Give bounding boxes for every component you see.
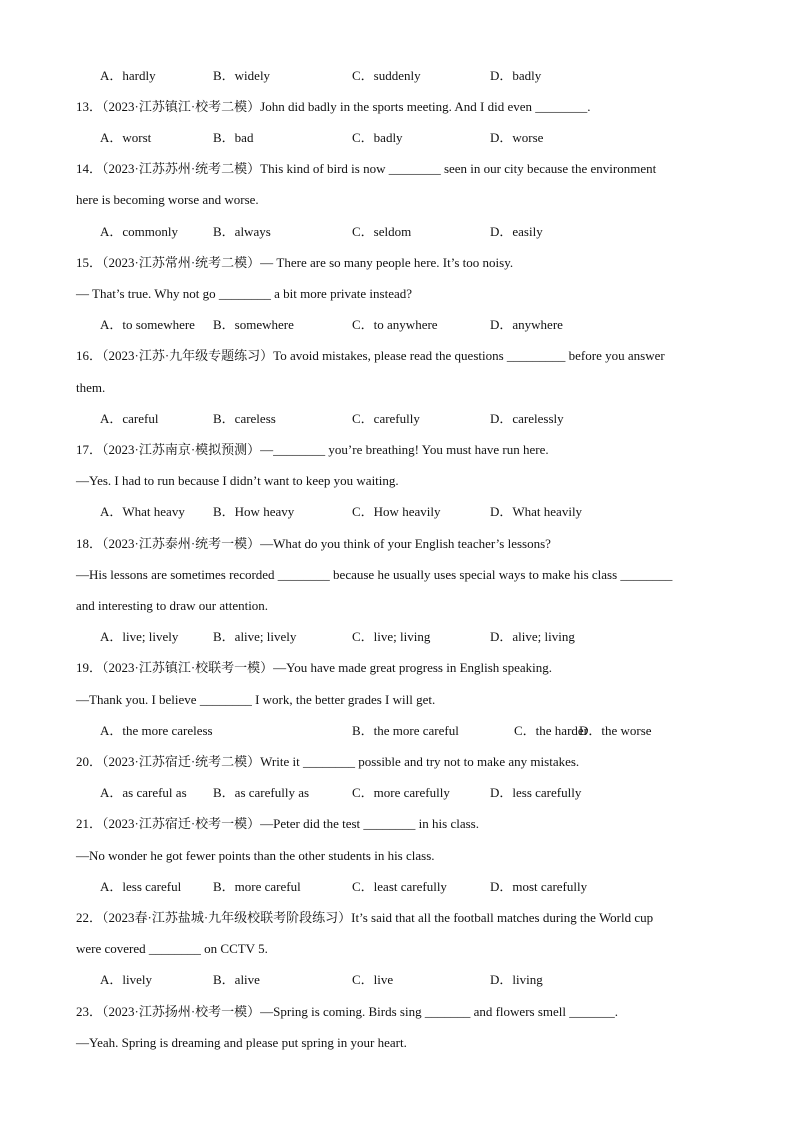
answer-option[interactable]: C．How heavily — [352, 504, 441, 519]
answer-option[interactable]: B．the more careful — [352, 723, 459, 738]
answer-option[interactable]: C．more carefully — [352, 785, 450, 800]
question-stem: 17．（2023·江苏南京·模拟预测）—________ you’re breathing! You must have run here. — [76, 442, 549, 457]
answer-option[interactable]: D．living — [490, 972, 543, 987]
answer-option[interactable]: B．careless — [213, 411, 276, 426]
question-stem: 13．（2023·江苏镇江·校考二模）John did badly in the sports meeting. And I did even ________. — [76, 99, 591, 114]
answer-option[interactable]: A．What heavy — [100, 504, 185, 519]
question-text: —Thank you. I believe ________ I work, the better grades I will get. — [76, 692, 436, 707]
answer-option[interactable]: D．alive; living — [490, 629, 575, 644]
question-text: and interesting to draw our attention. — [76, 598, 269, 613]
answer-option[interactable]: D．easily — [490, 224, 543, 239]
answer-option[interactable]: D．most carefully — [490, 879, 588, 894]
question-stem: 22．（2023春·江苏盐城·九年级校联考阶段练习）It’s said that all the football matches during the World cup — [76, 910, 654, 925]
question-stem: 15．（2023·江苏常州·统考二模）— There are so many people here. It’s too noisy. — [76, 255, 514, 270]
answer-option[interactable]: A．live; lively — [100, 629, 179, 644]
question-stem: 16．（2023·江苏·九年级专题练习）To avoid mistakes, please read the questions _________ before you answer — [76, 348, 665, 363]
question-text: —Yes. I had to run because I didn’t want to keep you waiting. — [76, 473, 399, 488]
question-text: —Yeah. Spring is dreaming and please put spring in your heart. — [76, 1035, 407, 1050]
answer-option[interactable]: A．to somewhere — [100, 317, 195, 332]
answer-option[interactable]: D．badly — [490, 68, 542, 83]
answer-option[interactable]: C．least carefully — [352, 879, 447, 894]
answer-option[interactable]: A．the more careless — [100, 723, 213, 738]
answer-option[interactable]: D．anywhere — [490, 317, 563, 332]
question-stem: 23．（2023·江苏扬州·校考一模）—Spring is coming. Birds sing _______ and flowers smell _______. — [76, 1004, 619, 1019]
answer-option[interactable]: C．the harder — [514, 723, 589, 738]
answer-option[interactable]: B．somewhere — [213, 317, 294, 332]
question-text: — That’s true. Why not go ________ a bit more private instead? — [76, 286, 413, 301]
answer-option[interactable]: D．the worse — [579, 723, 652, 738]
answer-option[interactable]: D．What heavily — [490, 504, 583, 519]
answer-option[interactable]: B．widely — [213, 68, 271, 83]
answer-option[interactable]: C．seldom — [352, 224, 412, 239]
answer-option[interactable]: A．less careful — [100, 879, 182, 894]
answer-option[interactable]: A．hardly — [100, 68, 156, 83]
question-text: here is becoming worse and worse. — [76, 192, 259, 207]
answer-option[interactable]: A．lively — [100, 972, 152, 987]
question-text: them. — [76, 380, 106, 395]
answer-option[interactable]: A．careful — [100, 411, 159, 426]
question-text: —No wonder he got fewer points than the other students in his class. — [76, 848, 435, 863]
answer-option[interactable]: A．worst — [100, 130, 152, 145]
answer-option[interactable]: C．suddenly — [352, 68, 421, 83]
answer-option[interactable]: A．commonly — [100, 224, 178, 239]
question-stem: 19．（2023·江苏镇江·校联考一模）—You have made great progress in English speaking. — [76, 660, 553, 675]
answer-option[interactable]: B．more careful — [213, 879, 301, 894]
question-stem: 20．（2023·江苏宿迁·统考二模）Write it ________ possible and try not to make any mistakes. — [76, 754, 580, 769]
answer-option[interactable]: B．bad — [213, 130, 254, 145]
answer-option[interactable]: B．always — [213, 224, 271, 239]
answer-option[interactable]: C．live; living — [352, 629, 431, 644]
answer-option[interactable]: C．to anywhere — [352, 317, 438, 332]
question-stem: 21．（2023·江苏宿迁·校考一模）—Peter did the test ________ in his class. — [76, 816, 479, 831]
question-stem: 14．（2023·江苏苏州·统考二模）This kind of bird is now ________ seen in our city because the environment — [76, 161, 657, 176]
question-stem: 18．（2023·江苏泰州·统考一模）—What do you think of your English teacher’s lessons? — [76, 536, 551, 551]
answer-option[interactable]: C．carefully — [352, 411, 420, 426]
answer-option[interactable]: B．alive; lively — [213, 629, 297, 644]
answer-option[interactable]: A．as careful as — [100, 785, 187, 800]
answer-option[interactable]: B．How heavy — [213, 504, 295, 519]
answer-option[interactable]: B．alive — [213, 972, 260, 987]
answer-option[interactable]: D．worse — [490, 130, 544, 145]
answer-option[interactable]: C．badly — [352, 130, 403, 145]
answer-option[interactable]: C．live — [352, 972, 394, 987]
question-text: —His lessons are sometimes recorded ________ because he usually uses special ways to make his class ________ — [76, 567, 673, 582]
answer-option[interactable]: D．carelessly — [490, 411, 564, 426]
answer-option[interactable]: B．as carefully as — [213, 785, 310, 800]
question-text: were covered ________ on CCTV 5. — [76, 941, 268, 956]
answer-option[interactable]: D．less carefully — [490, 785, 582, 800]
